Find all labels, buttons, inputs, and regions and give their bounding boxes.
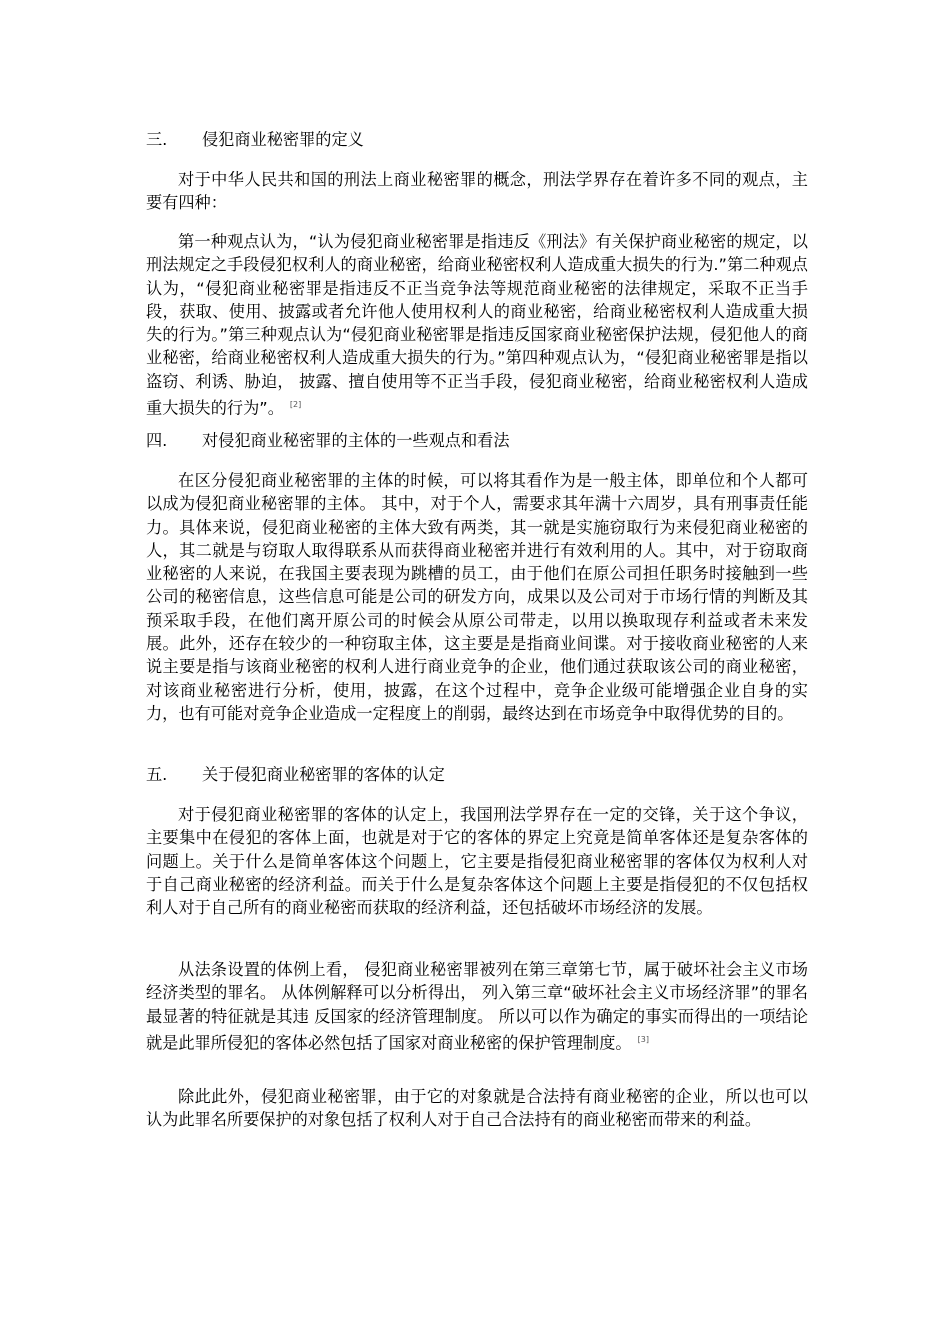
section-title: 对侵犯商业秘密罪的主体的一些观点和看法 <box>202 431 510 450</box>
section-title: 关于侵犯商业秘密罪的客体的认定 <box>202 765 445 784</box>
paragraph-statute <box>146 958 808 1055</box>
paragraph-text: 从法条设置的体例上看， 侵犯商业秘密罪被列在第三章第七节，属于破坏社会主义市场经济类型的罪名。 从体例解释可以分析得出， 列入第三章“破坏社会主义市场经济罪”的罪名最显著的特征就是其违 反国家的经济管理制度。 所以可以作为确定的事实而得出的一项结论就是此罪所侵犯的客体必然包括了国家对商业秘密的保护管理制度。 <box>146 960 808 1053</box>
section-number: 四. <box>146 431 168 450</box>
footnote-ref-3: [3] <box>637 1034 649 1044</box>
section-number: 五. <box>146 765 168 784</box>
paragraph-text: 第一种观点认为，“认为侵犯商业秘密罪是指违反《刑法》有关保护商业秘密的规定，以刑法规定之手段侵犯权利人的商业秘密，给商业秘密权利人造成重大损失的行为.”第二种观点认为，“侵犯商业秘密罪是指违反不正当竞争法等规范商业秘密的法律规定，采取不正当手段，获取、使用、披露或者允许他人使用权利人的商业秘密，给商业秘密权利人造成重大损失的行为。”第三种观点认为“侵犯商业秘密罪是指违反国家商业秘密保护法规，侵犯他人的商业秘密，给商业秘密权利人造成重大损失的行为。”第四种观点认为，“侵犯商业秘密罪是指以盗窃、利诱、胁迫， 披露、擅自使用等不正当手段，侵犯商业秘密，给商业秘密权利人造成重大损失的行为”。 <box>146 232 808 418</box>
section-heading-5 <box>146 763 445 787</box>
footnote-ref-2: [2] <box>289 400 302 410</box>
section-title: 侵犯商业秘密罪的定义 <box>202 130 364 149</box>
section-heading-3 <box>146 128 364 152</box>
paragraph-interest: 除此此外，侵犯商业秘密罪，由于它的对象就是合法持有商业秘密的企业，所以也可以认为此罪名所要保护的对象包括了权利人对于自己合法持有的商业秘密而带来的利益。 <box>146 1087 808 1130</box>
paragraph-object: 对于侵犯商业秘密罪的客体的认定上，我国刑法学界存在一定的交锋，关于这个争议，主要集中在侵犯的客体上面，也就是对于它的客体的界定上究竟是简单客体还是复杂客体的问题上。关于什么是简单客体这个问题上，它主要是指侵犯商业秘密罪的客体仅为权利人对于自己商业秘密的经济利益。而关于什么是复杂客体这个问题上主要是指侵犯的不仅包括权利人对于自己所有的商业秘密而获取的经济利益，还包括破坏市场经济的发展。 <box>146 805 808 918</box>
section-heading-4 <box>146 429 510 453</box>
paragraph-subject: 在区分侵犯商业秘密罪的主体的时候，可以将其看作为是一般主体，即单位和个人都可以成为侵犯商业秘密罪的主体。 其中，对于个人，需要求其年满十六周岁，具有刑事责任能力。具体来说，侵犯商业秘密的主体大致有两类，其一就是实施窃取行为来侵犯商业秘密的人，其二就是与窃取人取得联系从而获得商业秘密并进行有效利用的人。其中，对于窃取商业秘密的人来说，在我国主要表现为跳槽的员工，由于他们在原公司担任职务时接触到一些公司的秘密信息，这些信息可能是公司的研发方向，成果以及公司对于市场行情的判断及其预采取手段，在他们离开原公司的时候会从原公司带走，以用以换取现存利益或者未来发展。此外，还存在较少的一种窃取主体，这主要是是指商业间谍。对于接收商业秘密的人来说主要是指与该商业秘密的权利人进行商业竞争的企业，他们通过获取该公司的商业秘密，对该商业秘密进行分析，使用，披露，在这个过程中，竞争企业级可能增强企业自身的实力，也有可能对竞争企业造成一定程度上的削弱，最终达到在市场竞争中取得优势的目的。 <box>146 471 808 723</box>
paragraph-four-views <box>146 230 808 420</box>
paragraph-intro: 对于中华人民共和国的刑法上商业秘密罪的概念，刑法学界存在着许多不同的观点，主要有四种： <box>146 170 808 213</box>
section-number: 三. <box>146 130 168 149</box>
